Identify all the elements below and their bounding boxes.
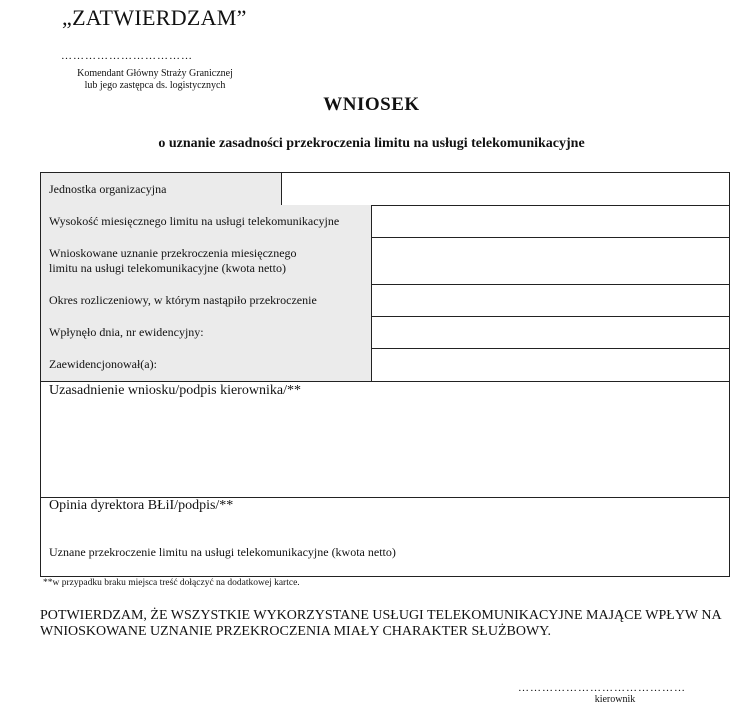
form-row-requested-overrun: [41, 237, 729, 285]
received-date-field[interactable]: [372, 316, 729, 348]
accepted-overrun-label: Uznane przekroczenie limitu na usługi telekomunikacyjne (kwota netto): [49, 545, 396, 559]
form-row-organizational-unit: [41, 173, 729, 206]
opinion-label: Opinia dyrektora BŁiI/podpis/**: [49, 498, 234, 513]
document-subtitle: o uznanie zasadności przekroczenia limitu na usługi telekomunikacyjne: [158, 136, 585, 151]
document-title: WNIOSEK: [323, 94, 420, 115]
field-label-line2: limitu na usługi telekomunikacyjne (kwota netto): [49, 260, 286, 275]
form-row-monthly-limit: [41, 205, 729, 238]
requested-overrun-field[interactable]: [372, 237, 729, 284]
approver-caption-line2: lub jego zastępca ds. logistycznych: [84, 80, 226, 91]
form-row-billing-period: [41, 284, 729, 317]
approver-caption-line1: Komendant Główny Straży Granicznej: [77, 68, 233, 79]
manager-caption: kierownik: [594, 694, 636, 705]
approval-heading: „ZATWIERDZAM”: [62, 5, 247, 30]
form-row-received-date: [41, 316, 729, 349]
field-label: Jednostka organizacyjna: [41, 173, 282, 205]
form-row-registered-by: [41, 348, 729, 382]
field-label: Zaewidencjonował(a):: [41, 348, 372, 381]
approver-caption: [60, 68, 250, 92]
field-label: Wysokość miesięcznego limitu na usługi telekomunikacyjne: [41, 205, 372, 237]
confirmation-statement: POTWIERDZAM, ŻE WSZYSTKIE WYKORZYSTANE USŁUGI TELEKOMUNIKACYJNE MAJĄCE WPŁYW NA WNIOSKOWANE UZNANIE PRZEKROCZENIA MIAŁY CHARAKTER SŁUŻBOWY.: [40, 608, 721, 639]
field-label-line1: Wnioskowane uznanie przekroczenia miesięcznego: [49, 245, 297, 260]
registered-by-field[interactable]: [372, 348, 729, 381]
field-label: Wpłynęło dnia, nr ewidencyjny:: [41, 316, 372, 348]
field-label: Okres rozliczeniowy, w którym nastąpiło przekroczenie: [41, 284, 372, 316]
field-label: [41, 237, 372, 284]
opinion-section[interactable]: [41, 497, 729, 577]
justification-section[interactable]: [41, 381, 729, 498]
monthly-limit-field[interactable]: [372, 205, 729, 237]
footnote: **w przypadku braku miejsca treść dołączyć na dodatkowej kartce.: [43, 578, 300, 588]
billing-period-field[interactable]: [372, 284, 729, 316]
approver-signature-line: ……………………………: [61, 50, 193, 62]
justification-label: Uzasadnienie wniosku/podpis kierownika/**: [49, 383, 301, 398]
manager-signature-line: ……………………………………: [518, 682, 686, 694]
request-form: [40, 172, 730, 577]
organizational-unit-field[interactable]: [282, 173, 729, 205]
